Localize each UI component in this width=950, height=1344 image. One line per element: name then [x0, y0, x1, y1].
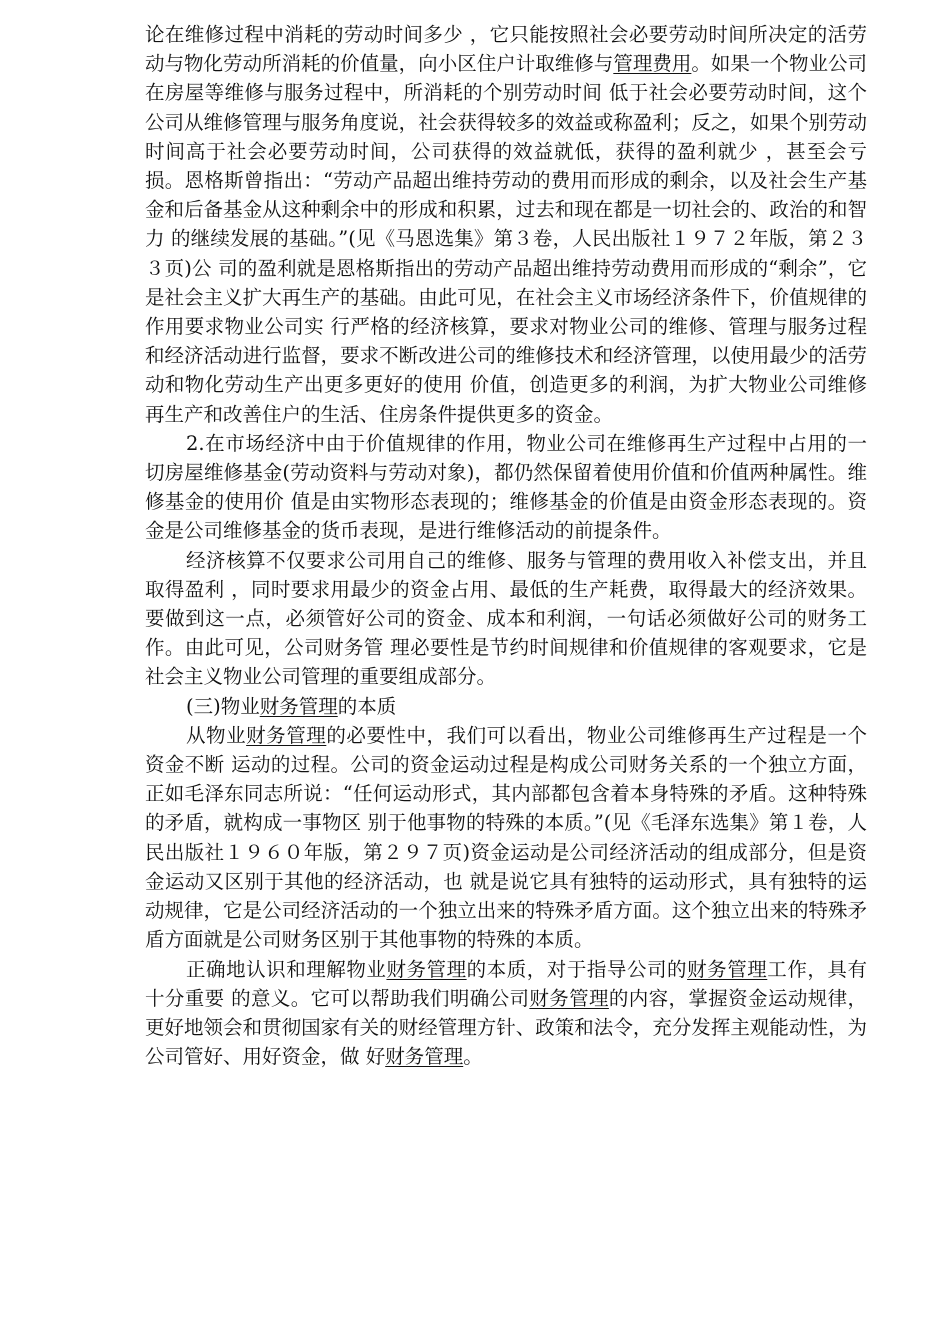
- text-run: 的内容，掌握资金运动规律，更好地领会和贯彻国家有关的财经管理方针、政策和法令，充分发挥主观能动性，为公司管好、用好资金，做 好: [145, 986, 867, 1069]
- text-run: 论在维修过程中消耗的劳动时间多少 ，它只能按照社会必要劳动时间所决定的活劳动与物化劳动所消耗的价值量，向小区住户计取维修与: [145, 23, 867, 76]
- section-heading: [145, 692, 867, 721]
- text-run: 从物业: [186, 723, 247, 747]
- underlined-term: 财务管理: [529, 986, 609, 1010]
- text-run: 的本质，对于指导公司的: [466, 957, 688, 981]
- underlined-term: 财务管理: [687, 957, 768, 981]
- paragraph: [145, 721, 867, 955]
- paragraph: [145, 955, 867, 1072]
- text-run: 经济核算不仅要求公司用自己的维修、服务与管理的费用收入补偿支出，并且取得盈利 ，同时要求用最少的资金占用、最低的生产耗费，取得最大的经济效果。要做到这一点，必须管好公司的资金、成本和利润，一句话必须做好公司的财务工作。由此可见，公司财务管 理必要性是节约时间规律和价值规律的客观要求，它是社会主义物业公司管理的重要组成部分。: [145, 548, 867, 689]
- paragraph: [145, 20, 867, 429]
- underlined-term: 财务管理: [259, 694, 338, 718]
- text-run: 。: [463, 1045, 483, 1069]
- text-run: (三)物业: [186, 694, 260, 718]
- text-run: 的本质: [337, 694, 397, 718]
- underlined-term: 财务管理: [246, 723, 327, 747]
- underlined-term: 财务管理: [385, 1045, 464, 1069]
- underlined-term: 管理费用: [613, 52, 692, 76]
- text-run: 正确地认识和理解物业: [186, 957, 387, 981]
- underlined-term: 财务管理: [386, 957, 467, 981]
- text-run: 2.在市场经济中由于价值规律的作用，物业公司在维修再生产过程中占用的一切房屋维修基金(劳动资料与劳动对象)，都仍然保留着使用价值和价值两种属性。维修基金的使用价 值是由实物形态表现的；维修基金的价值是由资金形态表现的。资金是公司维修基金的货币表现，是进行维修活动的前提条件。: [145, 431, 867, 543]
- text-run: 的必要性中，我们可以看出，物业公司维修再生产过程是一个资金不断 运动的过程。公司的资金运动过程是构成公司财务关系的一个独立方面，正如毛泽东同志所说：“任何运动形式，其内部都包含着本身特殊的矛盾。这种特殊的矛盾，就构成一事物区 别于他事物的特殊的本质。”(见《毛泽东选集》第１卷，人民出版社１９６０年版，第２９７页)资金运动是公司经济活动的组成部分，但是资金运动又区别于其他的经济活动，也 就是说它具有独特的运动形式，具有独特的运动规律，它是公司经济活动的一个独立出来的特殊矛盾方面。这个独立出来的特殊矛盾方面就是公司财务区别于其他事物的特殊的本质。: [145, 723, 867, 952]
- paragraph: [145, 429, 867, 546]
- document-body: [145, 20, 867, 1071]
- paragraph: [145, 546, 867, 692]
- text-run: 工作，具有十分重要 的意义。它可以帮助我们明确公司: [145, 957, 867, 1010]
- text-run: 。如果一个物业公司在房屋等维修与服务过程中，所消耗的个别劳动时间 低于社会必要劳动时间，这个公司从维修管理与服务角度说，社会获得较多的效益或称盈利；反之，如果个别劳动时间高于社会必要劳动时间，公司获得的效益就低，获得的盈利就少 ，甚至会亏损。恩格斯曾指出：“劳动产品超出维持劳动的费用而形成的剩余，以及社会生产基金和后备基金从这种剩余中的形成和积累，过去和现在都是一切社会的、政治的和智力 的继续发展的基础。”(见《马恩选集》第３卷，人民出版社１９７２年版，第２３３页)公 司的盈利就是恩格斯指出的劳动产品超出维持劳动费用而形成的“剩余”，它是社会主义扩大再生产的基础。由此可见，在社会主义市场经济条件下，价值规律的作用要求物业公司实 行严格的经济核算，要求对物业公司的维修、管理与服务过程和经济活动进行监督，要求不断改进公司的维修技术和经济管理，以使用最少的活劳动和物化劳动生产出更多更好的使用 价值，创造更多的利润，为扩大物业公司维修再生产和改善住户的生活、住房条件提供更多的资金。: [145, 52, 867, 426]
